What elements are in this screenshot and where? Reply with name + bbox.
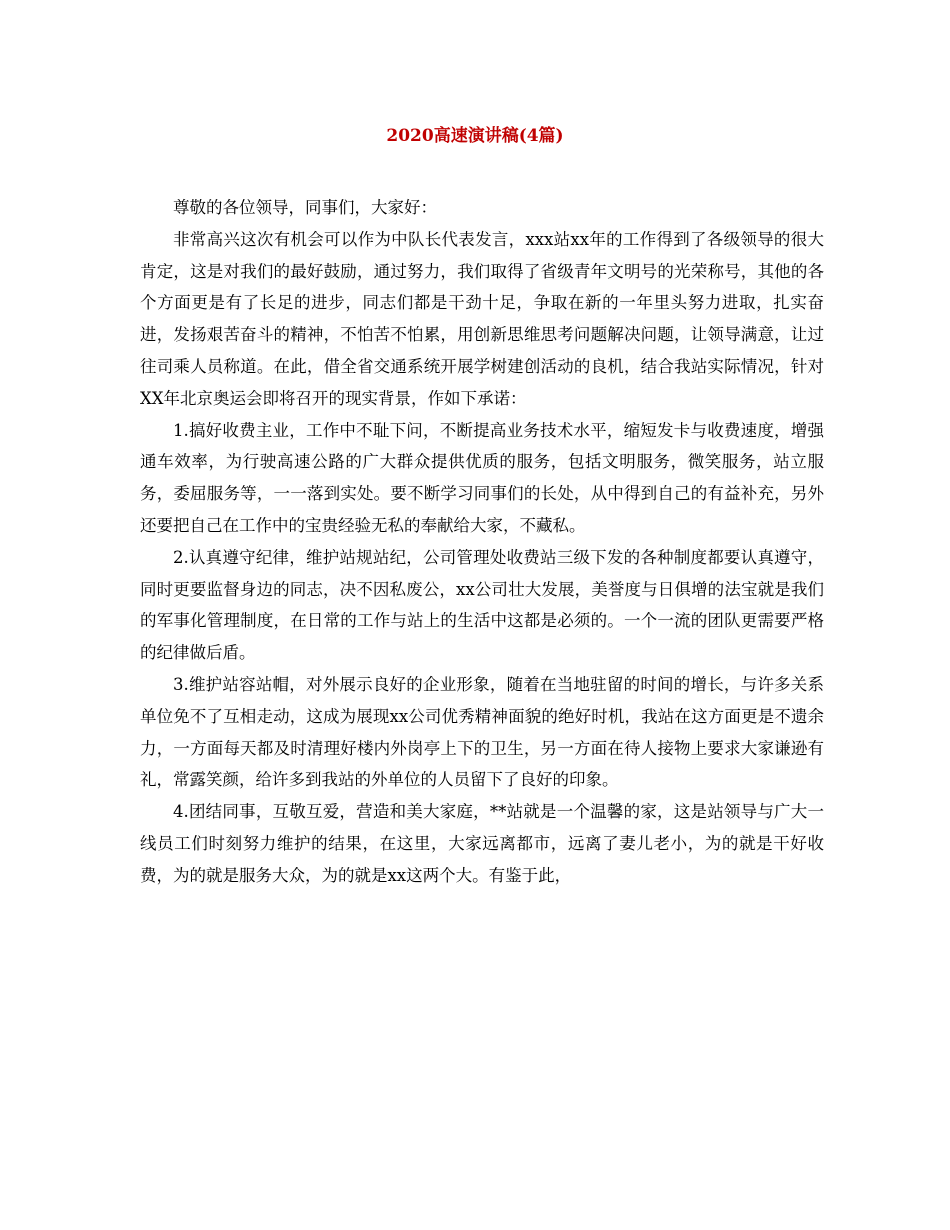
pledge-paragraph-3: 3.维护站容站帽，对外展示良好的企业形象，随着在当地驻留的时间的增长，与许多关系单位免不了互相走动，这成为展现xx公司优秀精神面貌的绝好时机，我站在这方面更是不遗余力，一方面每天都及时清理好楼内外岗亭上下的卫生，另一方面在待人接物上要求大家谦逊有礼，常露笑颜，给许多到我站的外单位的人员留下了良好的印象。 bbox=[140, 674, 824, 790]
document-body bbox=[140, 192, 824, 892]
intro-paragraph: 非常高兴这次有机会可以作为中队长代表发言，xxx站xx年的工作得到了各级领导的很大肯定，这是对我们的最好鼓励，通过努力，我们取得了省级青年文明号的光荣称号，其他的各个方面更是有了长足的进步，同志们都是干劲十足，争取在新的一年里头努力进取，扎实奋进，发扬艰苦奋斗的精神，不怕苦不怕累，用创新思维思考问题解决问题，让领导满意，让过往司乘人员称道。在此，借全省交通系统开展学树建创活动的良机，结合我站实际情况，针对XX年北京奥运会即将召开的现实背景，作如下承诺： bbox=[140, 229, 824, 408]
document-title: 2020高速演讲稿(4篇) bbox=[386, 126, 564, 146]
pledge-paragraph-2: 2.认真遵守纪律，维护站规站纪，公司管理处收费站三级下发的各种制度都要认真遵守，同时更要监督身边的同志，决不因私废公，xx公司壮大发展，美誉度与日俱增的法宝就是我们的军事化管理制度，在日常的工作与站上的生活中这都是必须的。一个一流的团队更需要严格的纪律做后盾。 bbox=[140, 547, 824, 663]
greeting-paragraph: 尊敬的各位领导，同事们，大家好： bbox=[173, 198, 437, 217]
pledge-paragraph-4: 4.团结同事，互敬互爱，营造和美大家庭，**站就是一个温馨的家，这是站领导与广大一线员工们时刻努力维护的结果，在这里，大家远离都市，远离了妻儿老小，为的就是干好收费，为的就是服务大众，为的就是xx这两个大。有鉴于此， bbox=[140, 802, 824, 885]
pledge-paragraph-1: 1.搞好收费主业，工作中不耻下问，不断提高业务技术水平，缩短发卡与收费速度，增强通车效率，为行驶高速公路的广大群众提供优质的服务，包括文明服务，微笑服务，站立服务，委屈服务等，一一落到实处。要不断学习同事们的长处，从中得到自己的有益补充，另外还要把自己在工作中的宝贵经验无私的奉献给大家，不藏私。 bbox=[140, 420, 824, 535]
